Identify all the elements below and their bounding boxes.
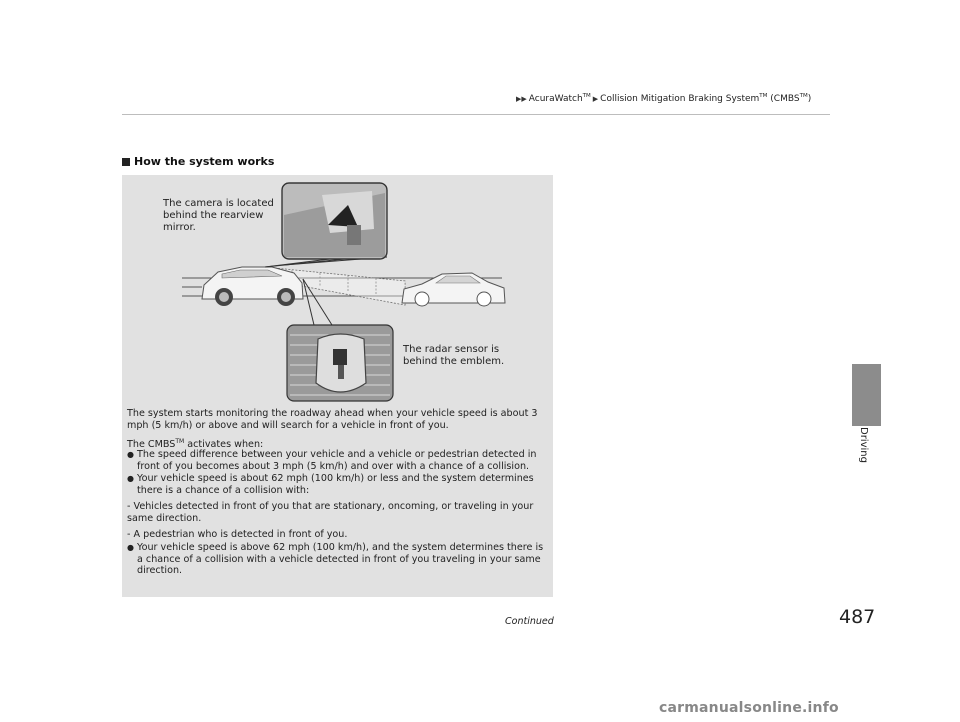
chapter-tab[interactable] bbox=[852, 364, 881, 426]
header-divider bbox=[122, 114, 830, 115]
watermark: carmanualsonline.info bbox=[659, 700, 839, 716]
camera-inset bbox=[282, 183, 387, 259]
activates-heading: The CMBS™ activates when: bbox=[127, 438, 264, 451]
section-heading bbox=[122, 155, 274, 168]
list-item: ● The speed difference between your vehicle and a vehicle or pedestrian detected in front of you becomes about 3 mph (5 km/h) and over with a chance of a collision. bbox=[127, 449, 552, 472]
breadcrumb-arrow-icon: ▶▶ bbox=[516, 94, 527, 103]
continued-label: Continued bbox=[505, 616, 554, 627]
own-vehicle bbox=[202, 267, 303, 306]
list-item: - A pedestrian who is detected in front of you. bbox=[127, 529, 348, 540]
radar-callout-text: The radar sensor is behind the emblem. bbox=[403, 344, 505, 367]
section-heading-text: How the system works bbox=[134, 155, 275, 168]
breadcrumb-arrow-icon: ▶ bbox=[592, 94, 599, 103]
breadcrumb-item-acurawatch: AcuraWatch™ bbox=[528, 93, 591, 104]
intro-paragraph: The system starts monitoring the roadway ahead when your vehicle speed is about 3 mph (5 km/h) or above and will search for a vehicle in front of you. bbox=[127, 408, 538, 431]
breadcrumb bbox=[516, 93, 811, 104]
page-number: 487 bbox=[839, 606, 876, 628]
list-item: ● Your vehicle speed is about 62 mph (100 km/h) or less and the system determines there is a chance of a collision with: bbox=[127, 473, 552, 496]
list-item: - Vehicles detected in front of you that are stationary, oncoming, or traveling in your same direction. bbox=[127, 501, 534, 524]
square-bullet-icon bbox=[122, 158, 130, 166]
breadcrumb-item-cmbs: Collision Mitigation Braking System™ (CMBS™) bbox=[600, 93, 812, 104]
list-item: ● Your vehicle speed is above 62 mph (100 km/h), and the system determines there is a chance of a collision with a vehicle detected in front of you traveling in your same direction. bbox=[127, 542, 552, 577]
camera-callout-text: The camera is located behind the rearview mirror. bbox=[163, 198, 274, 233]
radar-inset bbox=[287, 325, 393, 401]
chapter-label: Driving bbox=[858, 427, 869, 463]
